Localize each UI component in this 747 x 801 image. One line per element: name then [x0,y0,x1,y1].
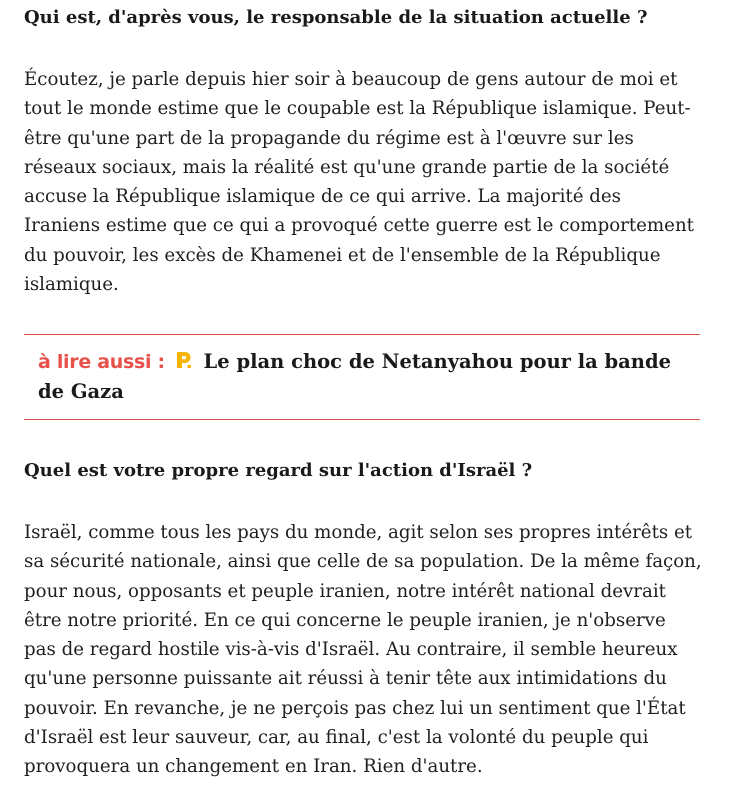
interview-answer-2: Israël, comme tous les pays du monde, agit selon ses propres intérêts et sa sécurité nationale, ainsi que celle de sa population. De la même façon, pour nous, opposants et peuple iranien, notre intérêt national devrait être notre priorité. En ce qui concerne le peuple iranien, je n'observe pas de regard hostile vis-à-vis d'Israël. Au contraire, il semble heureux qu'une personne puissante ait réussi à tenir tête aux intimidations du pouvoir. En revanche, je ne perçois pas chez lui un sentiment que l'État d'Israël est leur sauveur, car, au final, c'est la volonté du peuple qui provoquera un changement en Iran. Rien d'autre. [24,522,702,778]
interview-question-1: Qui est, d'après vous, le responsable de la situation actuelle ? [24,7,648,28]
premium-p-icon [175,349,193,369]
related-article-box [24,334,700,420]
related-article-content [38,347,678,406]
related-article-link[interactable]: Le plan choc de Netanyahou pour la bande de Gaza [38,350,672,403]
interview-question-2: Quel est votre propre regard sur l'action d'Israël ? [24,460,533,481]
interview-answer-1: Écoutez, je parle depuis hier soir à beaucoup de gens autour de moi et tout le monde estime que le coupable est la République islamique. Peut-être qu'une part de la propagande du régime est à l'œuvre sur les réseaux sociaux, mais la réalité est qu'une grande partie de la société accuse la République islamique de ce qui arrive. La majorité des Iraniens estime que ce qui a provoqué cette guerre est le comportement du pouvoir, les excès de Khamenei et de l'ensemble de la République islamique. [24,69,694,296]
related-article-label: à lire aussi : [38,351,165,373]
